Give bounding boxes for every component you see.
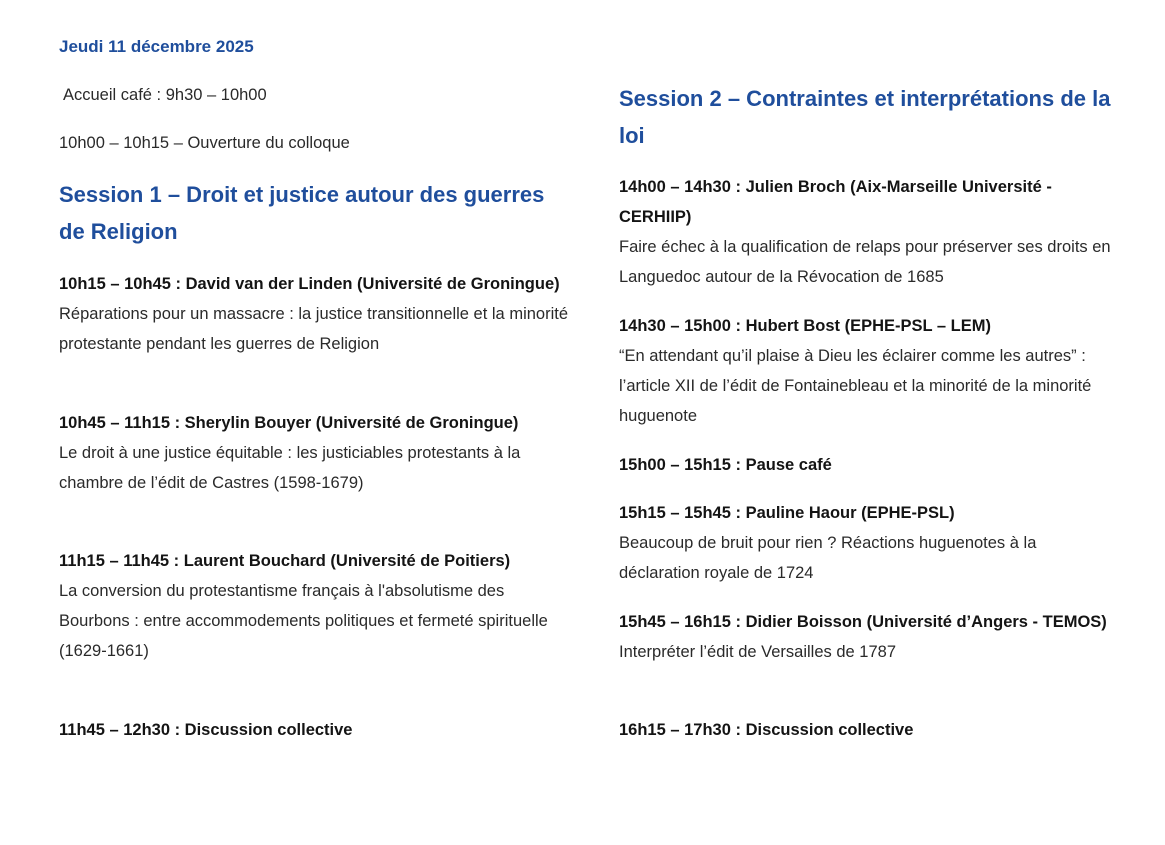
talk-item — [619, 715, 1119, 745]
talk-item — [59, 715, 569, 745]
talk-description: Réparations pour un massacre : la justice transitionnelle et la minorité protestante pendant les guerres de Religion — [59, 305, 569, 353]
talk-heading: 14h00 – 14h30 : Julien Broch (Aix-Marseille Université - CERHIIP) — [619, 178, 1052, 226]
talk-heading: 11h15 – 11h45 : Laurent Bouchard (Université de Poitiers) — [59, 552, 511, 570]
talk-heading: 10h15 – 10h45 : David van der Linden (Université de Groningue) — [59, 275, 560, 293]
talk-heading: 15h15 – 15h45 : Pauline Haour (EPHE-PSL) — [619, 504, 955, 522]
coffee-break-slot: 15h00 – 15h15 : Pause café — [619, 456, 832, 474]
discussion-slot: 16h15 – 17h30 : Discussion collective — [619, 721, 914, 739]
talk-description: Interpréter l’édit de Versailles de 1787 — [619, 643, 897, 661]
talk-item — [619, 607, 1119, 667]
program-date: Jeudi 11 décembre 2025 — [59, 37, 254, 56]
talk-item — [619, 172, 1119, 292]
welcome-coffee: Accueil café : 9h30 – 10h00 — [63, 86, 267, 104]
talk-item — [59, 546, 569, 666]
session-2-title: Session 2 – Contraintes et interprétations de la loi — [619, 86, 1111, 148]
talk-heading: 15h45 – 16h15 : Didier Boisson (Université d’Angers - TEMOS) — [619, 613, 1107, 631]
talk-heading: 10h45 – 11h15 : Sherylin Bouyer (Université de Groningue) — [59, 414, 519, 432]
talk-item — [59, 269, 569, 359]
talk-item — [619, 311, 1119, 431]
talk-item — [619, 498, 1119, 588]
opening-slot: 10h00 – 10h15 – Ouverture du colloque — [59, 134, 350, 152]
talk-heading: 14h30 – 15h00 : Hubert Bost (EPHE-PSL – LEM) — [619, 317, 991, 335]
talk-description: Le droit à une justice équitable : les justiciables protestants à la chambre de l’édit de Castres (1598-1679) — [59, 444, 521, 492]
talk-item — [619, 450, 1119, 480]
session-1-title: Session 1 – Droit et justice autour des guerres de Religion — [59, 182, 545, 244]
discussion-slot: 11h45 – 12h30 : Discussion collective — [59, 721, 353, 739]
talk-description: Beaucoup de bruit pour rien ? Réactions huguenotes à la déclaration royale de 1724 — [619, 534, 1037, 582]
talk-description: Faire échec à la qualification de relaps pour préserver ses droits en Languedoc autour de la Révocation de 1685 — [619, 238, 1111, 286]
talk-description: La conversion du protestantisme français à l'absolutisme des Bourbons : entre accommodements politiques et fermeté spirituelle (1629-1661) — [59, 582, 548, 660]
talk-item — [59, 408, 569, 498]
talk-description: “En attendant qu’il plaise à Dieu les éclairer comme les autres” : l’article XII de l’édit de Fontainebleau et la minorité de la minorité huguenote — [619, 347, 1092, 425]
